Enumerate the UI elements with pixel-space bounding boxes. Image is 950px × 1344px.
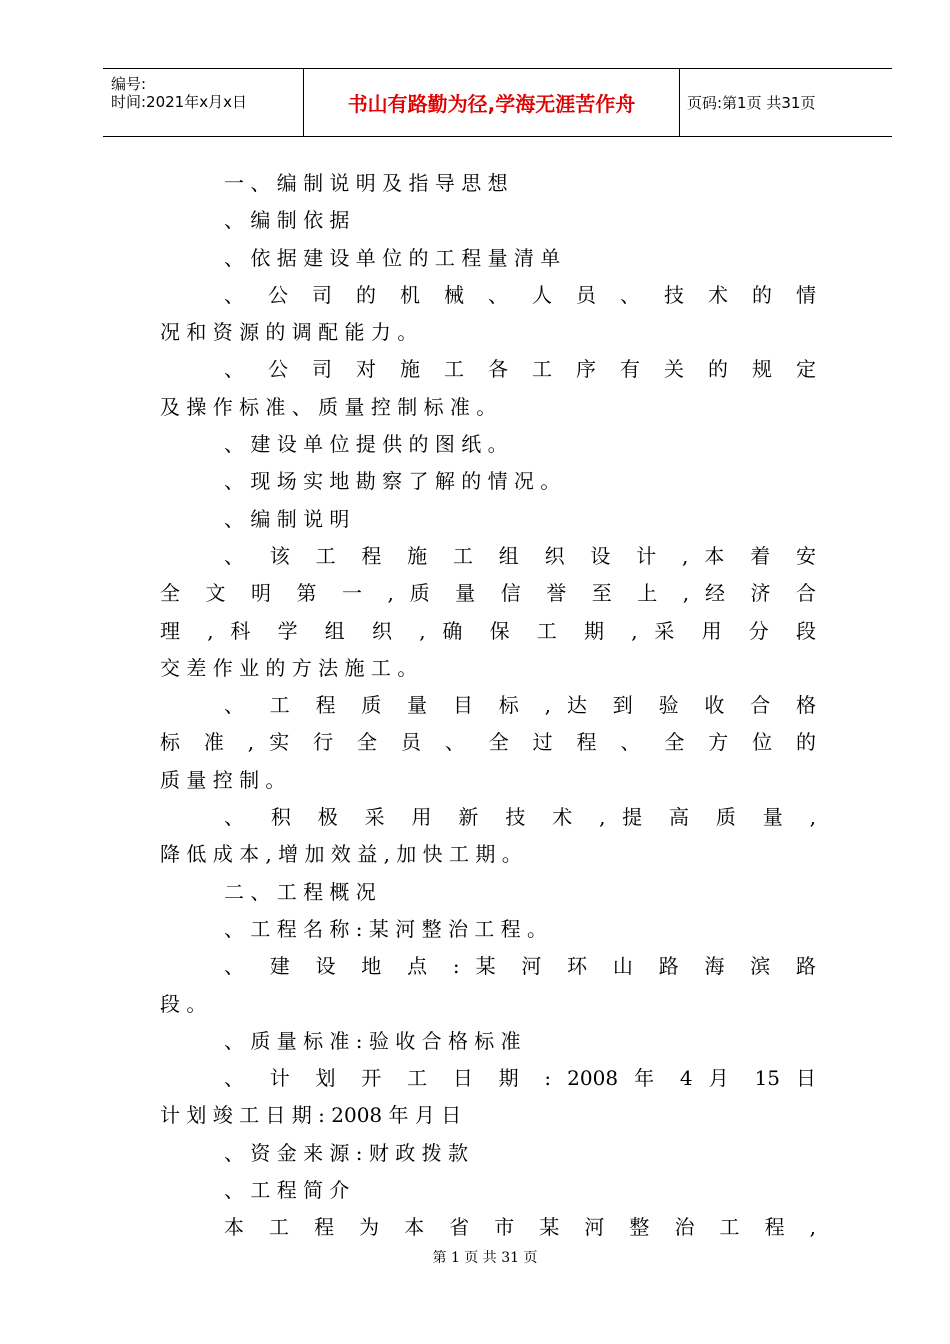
text-line: 、 该 工 程 施 工 组 织 设 计 , 本 着 安 bbox=[224, 543, 816, 568]
header-page-label: 页码:第1页 共31页 bbox=[687, 94, 816, 112]
text-line: 、 积 极 采 用 新 技 术 , 提 高 质 量 , bbox=[224, 805, 816, 830]
page-footer: 第 1 页 共 31 页 bbox=[432, 1250, 538, 1266]
text-line: 、 工 程 简 介 bbox=[224, 1178, 350, 1203]
text-line: 段 。 bbox=[160, 991, 207, 1016]
text-line: 一 、 编 制 说 明 及 指 导 思 想 bbox=[224, 171, 508, 195]
text-line: 、 公 司 对 施 工 各 工 序 有 关 的 规 定 bbox=[224, 357, 816, 382]
text-line: 、 公 司 的 机 械 、 人 员 、 技 术 的 情 bbox=[224, 282, 816, 307]
text-line: 及 操 作 标 准 、 质 量 控 制 标 准 。 bbox=[160, 394, 497, 419]
text-line: 况 和 资 源 的 调 配 能 力 。 bbox=[160, 320, 418, 345]
text-line: 降 低 成 本 , 增 加 效 益 , 加 快 工 期 。 bbox=[160, 842, 522, 867]
text-line: 、 工 程 质 量 目 标 , 达 到 验 收 合 格 bbox=[224, 693, 816, 718]
text-line: 标 准 , 实 行 全 员 、 全 过 程 、 全 方 位 的 bbox=[160, 730, 816, 755]
text-line: 质 量 控 制 。 bbox=[160, 767, 286, 792]
header-meta-cell bbox=[103, 69, 303, 136]
text-line: 、 质 量 标 准 : 验 收 合 格 标 准 bbox=[224, 1028, 521, 1053]
text-line: 理 , 科 学 组 织 , 确 保 工 期 , 采 用 分 段 bbox=[160, 618, 816, 643]
text-line: 、 计 划 开 工 日 期 : 2008 年 4 月 15 日 bbox=[224, 1066, 816, 1091]
text-line: 、 编 制 说 明 bbox=[224, 506, 350, 531]
text-line: 全 文 明 第 一 , 质 量 信 誉 至 上 , 经 济 合 bbox=[160, 581, 816, 606]
text-line: 、 依 据 建 设 单 位 的 工 程 量 清 单 bbox=[224, 245, 561, 270]
page-header bbox=[103, 68, 892, 137]
header-slogan: 书山有路勤为径,学海无涯苦作舟 bbox=[303, 69, 680, 136]
text-line: 本 工 程 为 本 省 市 某 河 整 治 工 程 , bbox=[224, 1215, 816, 1240]
text-line: 计 划 竣 工 日 期 : 2008 年 月 日 bbox=[160, 1103, 462, 1128]
text-line: 、 建 设 地 点 : 某 河 环 山 路 海 滨 路 bbox=[224, 954, 816, 979]
text-line: 交 差 作 业 的 方 法 施 工 。 bbox=[160, 655, 418, 680]
header-page-cell bbox=[679, 69, 892, 136]
text-line: 、 现 场 实 地 勘 察 了 解 的 情 况 。 bbox=[224, 469, 561, 494]
text-line: 、 编 制 依 据 bbox=[224, 208, 350, 233]
text-line: 、 资 金 来 源 : 财 政 拨 款 bbox=[224, 1140, 468, 1165]
section-heading: 二 、 工 程 概 况 bbox=[224, 879, 376, 904]
header-time-label: 时间:2021年x月x日 bbox=[111, 93, 247, 111]
text-line: 、 建 设 单 位 提 供 的 图 纸 。 bbox=[224, 432, 508, 457]
text-line: 、 工 程 名 称 : 某 河 整 治 工 程 。 bbox=[224, 916, 548, 941]
header-number-label: 编号: bbox=[111, 75, 147, 93]
document-body bbox=[160, 165, 816, 1247]
